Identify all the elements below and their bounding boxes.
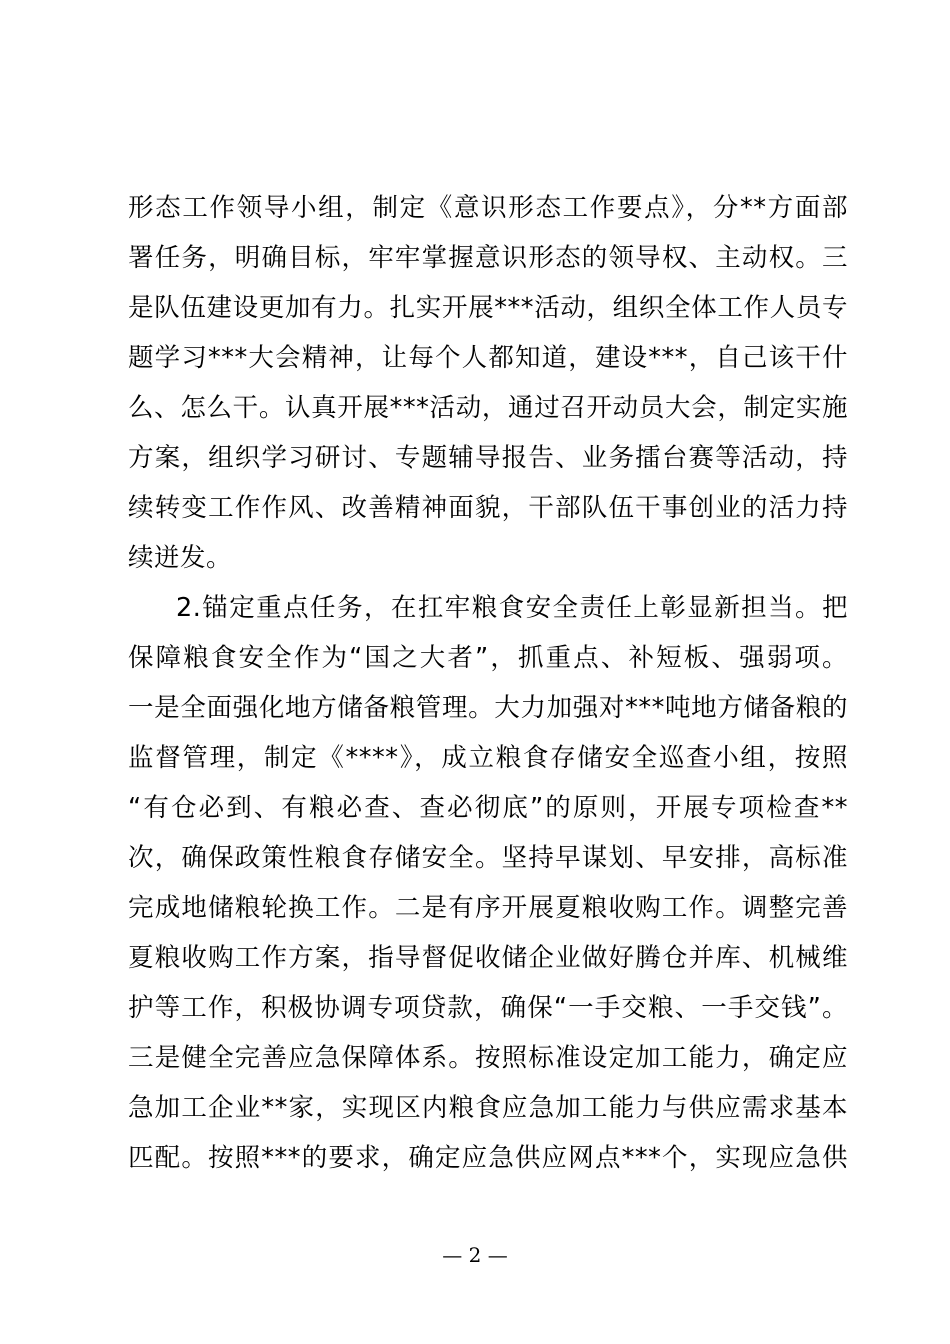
text-line: 题学习***大会精神，让每个人都知道，建设***，自己该干什 [128, 343, 848, 373]
text-line: 么、怎么干。认真开展***活动，通过召开动员大会，制定实施 [128, 393, 848, 423]
text-line: 急加工企业**家，实现区内粮食应急加工能力与供应需求基本 [128, 1093, 848, 1123]
text-line: 续转变工作作风、改善精神面貌，干部队伍干事创业的活力持 [128, 493, 848, 523]
text-line: 是队伍建设更加有力。扎实开展***活动，组织全体工作人员专 [128, 293, 848, 323]
text-line: 保障粮食安全作为“国之大者”，抓重点、补短板、强弱项。 [128, 643, 848, 673]
text-line: 监督管理，制定《****》，成立粮食存储安全巡查小组，按照 [128, 743, 848, 773]
text-line: 完成地储粮轮换工作。二是有序开展夏粮收购工作。调整完善 [128, 893, 848, 923]
text-line: 形态工作领导小组，制定《意识形态工作要点》，分**方面部 [128, 193, 848, 223]
section-heading-line: 2.锚定重点任务，在扛牢粮食安全责任上彰显新担当。把 [176, 593, 848, 623]
text-line: 署任务，明确目标，牢牢掌握意识形态的领导权、主动权。三 [128, 243, 848, 273]
text-line: 护等工作，积极协调专项贷款，确保“一手交粮、一手交钱”。 [128, 993, 848, 1023]
text-line: 次，确保政策性粮食存储安全。坚持早谋划、早安排，高标准 [128, 843, 848, 873]
text-line: 方案，组织学习研讨、专题辅导报告、业务擂台赛等活动，持 [128, 443, 848, 473]
text-line: 续迸发。 [128, 543, 233, 573]
text-line: 一是全面强化地方储备粮管理。大力加强对***吨地方储备粮的 [128, 693, 848, 723]
text-line: 夏粮收购工作方案，指导督促收储企业做好腾仓并库、机械维 [128, 943, 848, 973]
text-line: “有仓必到、有粮必查、查必彻底”的原则，开展专项检查** [128, 793, 848, 823]
body-text [128, 183, 848, 1183]
text-line: 匹配。按照***的要求，确定应急供应网点***个，实现应急供 [128, 1143, 848, 1173]
text-line: 三是健全完善应急保障体系。按照标准设定加工能力，确定应 [128, 1043, 848, 1073]
page-number: — 2 — [442, 1243, 508, 1267]
